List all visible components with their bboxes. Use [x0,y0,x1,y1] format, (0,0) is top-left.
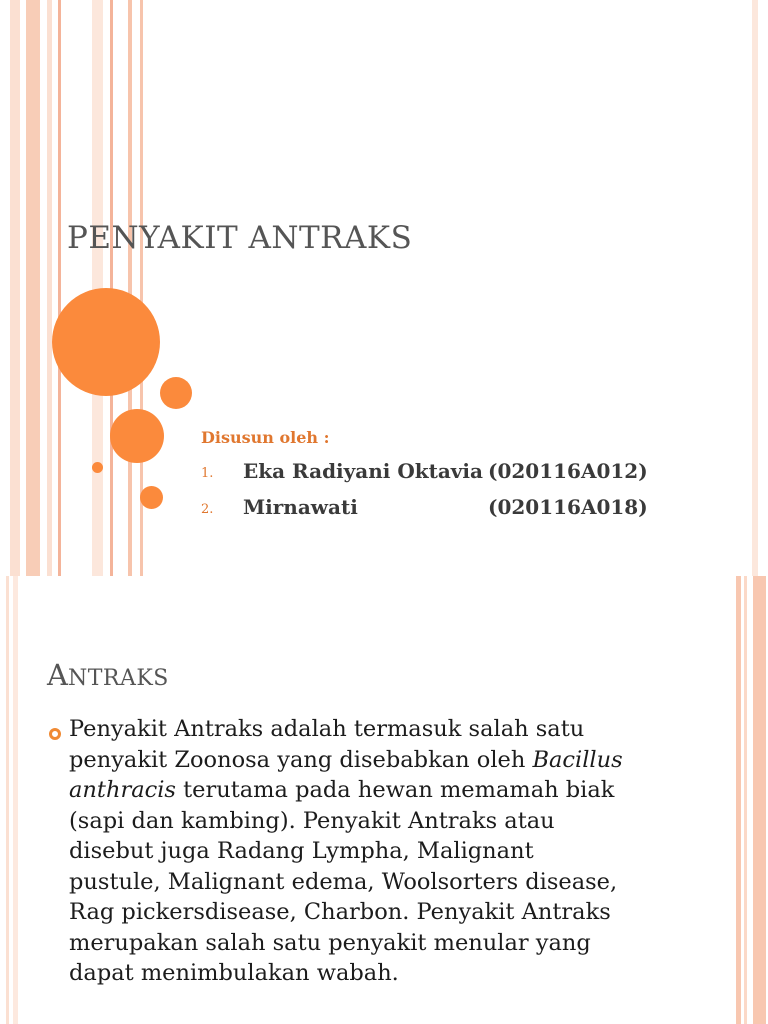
slide-title: PENYAKIT ANTRAKS [67,220,413,256]
content-slide [0,576,768,1024]
author-name: Eka Radiyani Oktavia [243,459,483,483]
author-name: Mirnawati [243,495,358,519]
decor-stripe [13,576,18,1024]
decor-circle-small [160,377,192,409]
title-initial: A [47,658,68,692]
decor-stripe [10,0,20,576]
author-number: 2. [201,502,214,517]
subtitle: Disusun oleh : [201,428,330,447]
decor-stripe [736,576,741,1024]
text-line: (sapi dan kambing). Penyakit Antraks atau [69,807,555,834]
decor-stripe [47,0,52,576]
text-line: disebut juga Radang Lympha, Malignant [69,838,534,864]
text-line: Rag pickersdisease, Charbon. Penyakit Antraks [69,899,611,925]
text-line: Penyakit Antraks adalah termasuk salah satu [69,716,585,742]
text-line: dapat menimbulakan wabah. [69,960,399,986]
body-text [69,714,709,989]
text-line: anthracis terutama pada hewan memamah biak [69,777,615,803]
decor-stripe [58,0,61,576]
author-number: 1. [201,466,214,481]
slide-title [47,658,169,692]
title-rest: NTRAKS [67,666,169,691]
text-line: penyakit Zoonosa yang disebabkan oleh Bacillus [69,746,623,773]
decor-stripe [6,576,9,1024]
text-line: pustule, Malignant edema, Woolsorters disease, [69,868,618,895]
text-line: merupakan salah satu penyakit menular yang [69,929,591,956]
author-id: (020116A012) [488,459,648,483]
decor-circle-medium [110,409,164,463]
author-id: (020116A018) [488,495,648,519]
decor-stripe [744,576,747,1024]
decor-circle-small [140,486,163,509]
decor-stripe [26,0,40,576]
bullet-icon [49,728,61,740]
decor-circle-large [52,288,160,396]
decor-stripe [128,0,132,576]
decor-stripe [753,576,766,1024]
decor-stripe [752,0,758,576]
decor-circle-tiny [92,462,103,473]
